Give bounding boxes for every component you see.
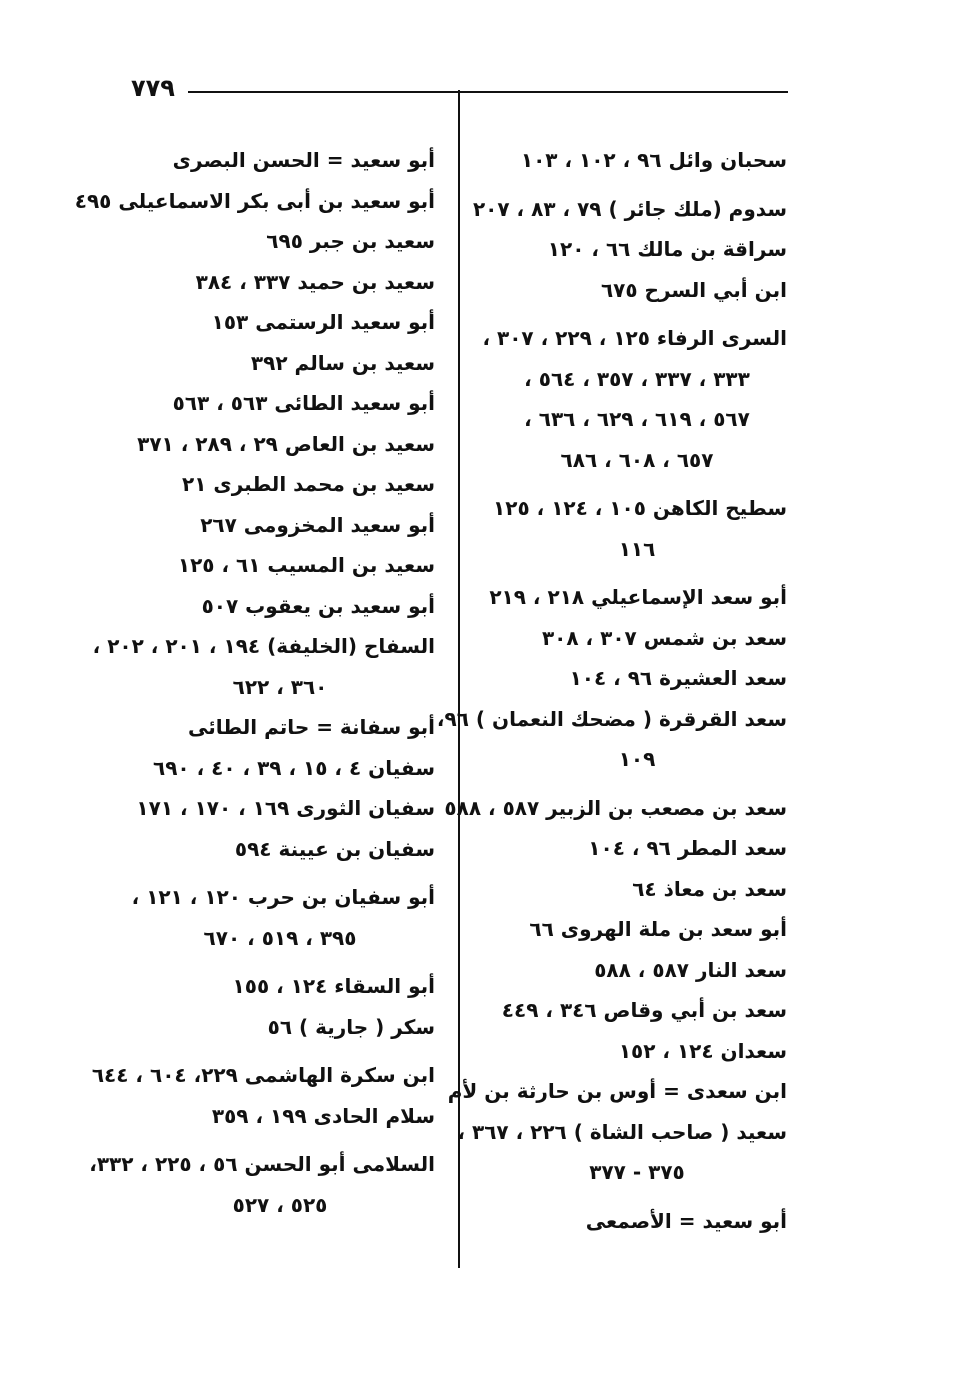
- entry-line: أبو سعيد الطائى ٥٦٣ ، ٥٦٣: [172, 391, 435, 415]
- entry-line: سعد بن أبي وقاص ٣٤٦ ، ٤٤٩: [501, 998, 787, 1022]
- entry-spacer: [125, 958, 435, 966]
- entry-line: سعد بن شمس ٣٠٧ ، ٣٠٨: [541, 625, 787, 650]
- entry-spacer: [125, 869, 435, 877]
- entry-continuation-line: ٣٣٣ ، ٣٣٧ ، ٣٥٧ ، ٥٦٤ ،: [524, 366, 750, 391]
- entry-line: أبو سعيد بن يعقوب ٥٠٧: [201, 593, 435, 618]
- entry-line: سعد القرقرة ( مضحك النعمان ) ٩٦،: [436, 706, 787, 731]
- entry-line: سعيد بن جبر ٦٩٥: [266, 229, 435, 253]
- entry-line: سدوم (ملك جائر ) ٧٩ ، ٨٣ ، ٢٠٧: [472, 196, 787, 221]
- entry-line: سعيد بن محمد الطبرى ٢١: [182, 472, 435, 496]
- index-entry: [487, 488, 787, 569]
- index-entry: [92, 626, 435, 707]
- index-entry: [125, 1096, 435, 1137]
- entry-line: السفاح (الخليفة) ١٩٤ ، ٢٠١ ، ٢٠٢ ،: [92, 634, 435, 658]
- index-entry: [125, 140, 435, 181]
- entry-continuation-line: ٥٦٧ ، ٦١٩ ، ٦٢٩ ، ٦٣٦ ،: [524, 407, 750, 431]
- index-entry: [125, 748, 435, 789]
- index-entry: [487, 909, 787, 950]
- entry-line: سعد العشيرة ٩٦ ، ١٠٤: [569, 666, 787, 690]
- entry-line: أبو سعيد = الأصمعى: [585, 1208, 787, 1233]
- index-entry: [125, 221, 435, 262]
- entry-line: أبو سعيد المخزومى ٢٦٧: [200, 512, 435, 537]
- entry-line: أبو سعيد الرستمى ١٥٣: [211, 310, 435, 334]
- entry-spacer: [125, 1136, 435, 1144]
- entry-spacer: [487, 780, 787, 788]
- index-entry: [74, 181, 435, 222]
- index-entry: [125, 707, 435, 748]
- entry-spacer: [487, 569, 787, 577]
- entry-continuation-line: ٥٢٥ ، ٥٢٧: [232, 1192, 328, 1217]
- entry-line: أبو سعيد بن أبى بكر الاسماعيلى ٤٩٥: [74, 188, 435, 213]
- index-entry: [89, 1144, 435, 1225]
- entry-line: ابن أبي السرح ٦٧٥: [600, 277, 787, 302]
- index-entry: [125, 788, 435, 829]
- entry-spacer: [487, 310, 787, 318]
- index-entry: [487, 229, 787, 270]
- index-column-left: [74, 140, 435, 1225]
- index-entry: [91, 1055, 435, 1096]
- entry-continuation-line: ٣٧٥ - ٣٧٧: [589, 1160, 685, 1184]
- entry-line: سعدان ١٢٤ ، ١٥٢: [618, 1038, 787, 1063]
- entry-line: أبو سعد بن ملة الهروى ٦٦: [529, 917, 787, 941]
- entry-continuation-line: ٣٩٥ ، ٥١٩ ، ٦٧٠: [203, 925, 357, 950]
- entry-line: ابن سعدى = أوس بن حارثة بن لأم: [447, 1079, 787, 1103]
- index-entry: [487, 869, 787, 910]
- entry-line: سعد المطر ٩٦ ، ١٠٤: [588, 836, 787, 860]
- entry-line: سفيان بن عيينة ٥٩٤: [234, 836, 435, 861]
- entry-line: سطيح الكاهن ١٠٥ ، ١٢٤ ، ١٢٥: [493, 496, 787, 520]
- index-entry: [125, 1007, 435, 1048]
- entry-line: أبو سعد الإسماعيلي ٢١٨ ، ٢١٩: [489, 585, 787, 609]
- index-entry: [125, 464, 435, 505]
- entry-line: أبو سعيد = الحسن البصرى: [172, 148, 435, 172]
- entry-line: سعيد بن حميد ٣٣٧ ، ٣٨٤: [195, 269, 435, 294]
- entry-line: السرى الرفاء ١٢٥ ، ٢٢٩ ، ٣٠٧ ،: [482, 326, 787, 350]
- index-entry: [436, 699, 787, 780]
- entry-line: سعيد بن العاص ٢٩ ، ٢٨٩ ، ٣٧١: [137, 431, 435, 456]
- entry-spacer: [487, 1193, 787, 1201]
- entry-continuation-line: ٣٦٠ ، ٦٢٢: [232, 674, 328, 699]
- index-entry: [487, 990, 787, 1031]
- entry-line: سلام الحادى ١٩٩ ، ٣٥٩: [211, 1103, 435, 1128]
- entry-line: سعد بن مصعب بن الزبير ٥٨٧ ، ٥٨٨: [444, 795, 787, 820]
- entry-line: سعد بن معاذ ٦٤: [632, 876, 787, 901]
- index-entry: [487, 577, 787, 618]
- entry-spacer: [487, 480, 787, 488]
- index-entry: [487, 1201, 787, 1242]
- entry-line: سعيد بن المسيب ٦١ ، ١٢٥: [177, 553, 435, 577]
- entry-line: سراقة بن مالك ٦٦ ، ١٢٠: [547, 237, 787, 261]
- entry-line: ابن سكرة الهاشمى ٢٢٩، ٦٠٤ ، ٦٤٤: [91, 1063, 435, 1087]
- index-entry: [125, 545, 435, 586]
- index-entry: [487, 140, 787, 181]
- header-rule: [188, 91, 788, 93]
- index-entry: [444, 788, 787, 829]
- index-entry: [125, 877, 435, 958]
- index-column-right: [436, 140, 787, 1241]
- index-entry: [447, 1071, 787, 1112]
- entry-spacer: [125, 1047, 435, 1055]
- entry-spacer: [487, 181, 787, 189]
- index-entry: [125, 262, 435, 303]
- entry-continuation-line: ٦٥٧ ، ٦٠٨ ، ٦٨٦: [560, 447, 714, 472]
- entry-continuation-line: ١٠٩: [618, 747, 656, 771]
- entry-line: أبو السقاء ١٢٤ ، ١٥٥: [232, 974, 435, 998]
- index-entry: [125, 586, 435, 627]
- entry-line: سعيد بن سالم ٣٩٢: [250, 350, 435, 375]
- index-entry: [125, 343, 435, 384]
- entry-line: سفيان ٤ ، ١٥ ، ٣٩ ، ٤٠ ، ٦٩٠: [152, 755, 435, 780]
- index-entry: [125, 966, 435, 1007]
- entry-continuation-line: ١١٦: [618, 536, 656, 561]
- entry-line: أبو سفانة = حاتم الطائى: [188, 715, 435, 739]
- index-entry: [487, 828, 787, 869]
- index-entry: [487, 658, 787, 699]
- index-entry: [487, 1031, 787, 1072]
- entry-line: سكر ( جارية ) ٥٦: [267, 1014, 435, 1039]
- index-entry: [472, 189, 787, 230]
- index-entry: [125, 829, 435, 870]
- index-entry: [487, 270, 787, 311]
- index-entry: [125, 424, 435, 465]
- entry-line: أبو سفيان بن حرب ١٢٠ ، ١٢١ ،: [131, 885, 435, 909]
- entry-line: سحبان وائل ٩٦ ، ١٠٢ ، ١٠٣: [520, 148, 787, 172]
- page-number: ٧٧٩: [131, 74, 175, 102]
- index-entry: [487, 950, 787, 991]
- entry-line: سفيان الثورى ١٦٩ ، ١٧٠ ، ١٧١: [136, 796, 435, 820]
- index-entry: [125, 383, 435, 424]
- entry-line: سعيد ( صاحب الشاة ) ٢٢٦ ، ٣٦٧ ،: [457, 1119, 787, 1144]
- index-entry: [125, 505, 435, 546]
- index-entry: [457, 1112, 787, 1193]
- index-entry: [487, 618, 787, 659]
- index-entry: [482, 318, 787, 480]
- entry-line: السلامى أبو الحسن ٥٦ ، ٢٢٥ ، ٣٣٢،: [89, 1152, 435, 1176]
- entry-line: سعد النار ٥٨٧ ، ٥٨٨: [594, 957, 787, 982]
- index-entry: [125, 302, 435, 343]
